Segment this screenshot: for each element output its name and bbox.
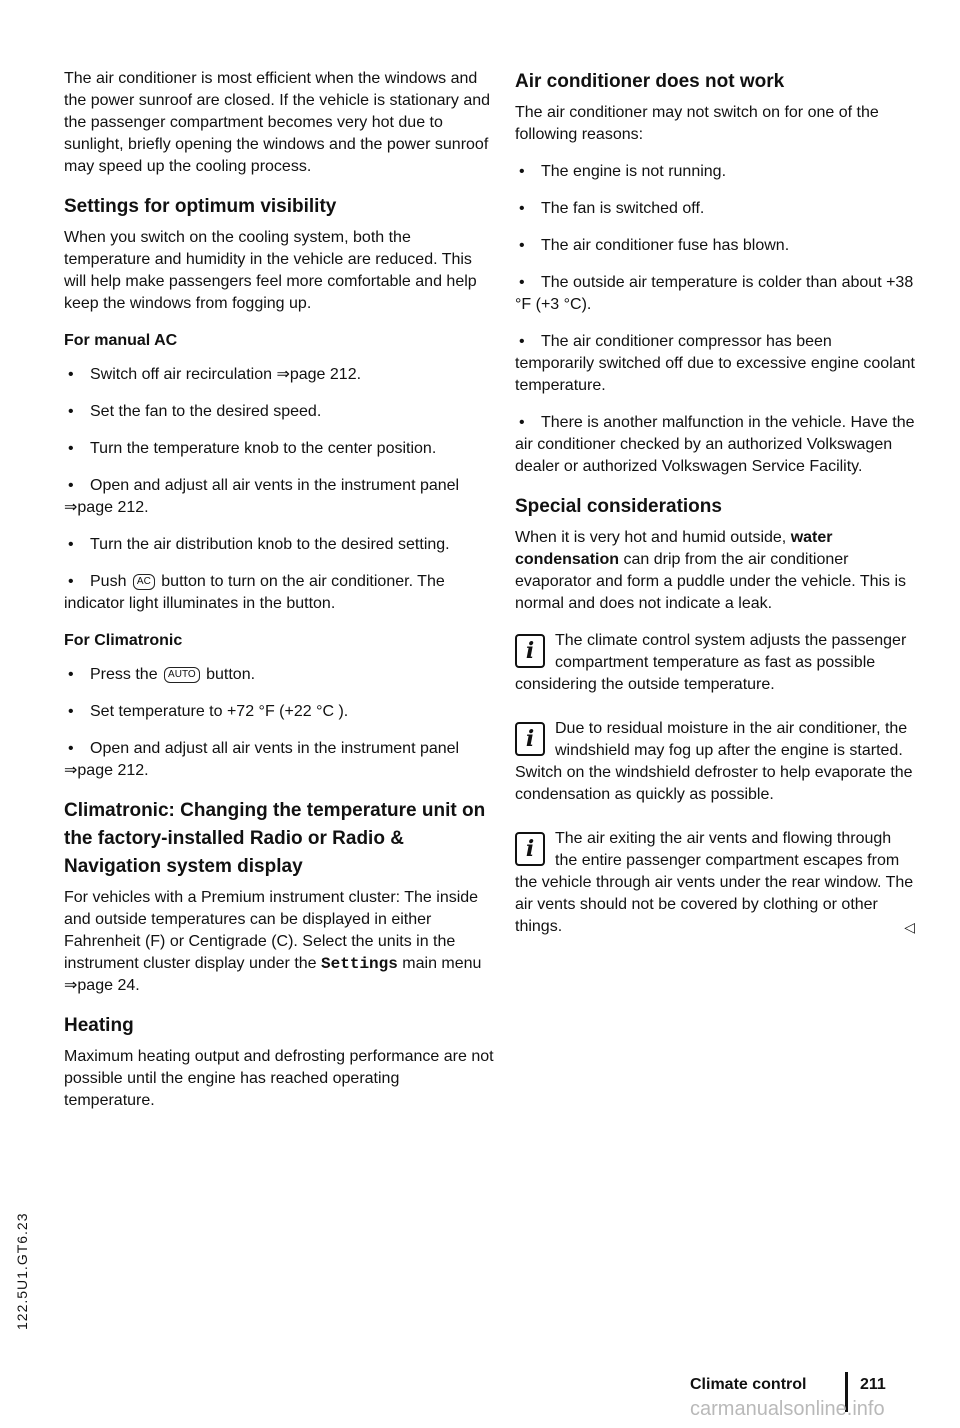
list-item: • Open and adjust all air vents in the instrument panel ⇒page 212. xyxy=(64,740,460,779)
list-item: • There is another malfunction in the vehicle. Have the air conditioner checked by an authorized Volkswagen dealer or authorized Volkswagen Service Facility. xyxy=(515,414,915,475)
special-text: When it is very hot and humid outside, xyxy=(515,529,787,546)
end-of-section-icon: ◁ xyxy=(904,919,915,935)
heading-not-work: Air conditioner does not work xyxy=(515,71,785,92)
list-item: • Turn the temperature knob to the center position. xyxy=(68,440,437,457)
list-item-text: Turn the temperature knob to the center position. xyxy=(90,440,437,457)
list-item-text: Press the xyxy=(90,666,158,683)
list-item-text: There is another malfunction in the vehicle. Have the air conditioner checked by an authorized Volkswagen dealer or authorized Volkswagen Service Facility. xyxy=(515,414,915,475)
list-item-text: Push xyxy=(90,573,127,590)
list-item: • Press the AUTO button. xyxy=(68,666,256,683)
list-item: • Open and adjust all air vents in the instrument panel ⇒page 212. xyxy=(64,477,460,516)
heading-heating: Heating xyxy=(64,1015,134,1036)
document-code: 122.5U1.GT6.23 xyxy=(14,1212,30,1330)
info-icon: i xyxy=(515,722,545,756)
list-item: • Switch off air recirculation ⇒page 212. xyxy=(68,366,362,383)
list-item-text: Open and adjust all air vents in the instrument panel ⇒page 212. xyxy=(64,740,460,779)
heading-visibility: Settings for optimum visibility xyxy=(64,196,337,217)
auto-key-symbol: AUTO xyxy=(164,667,200,683)
unit-text: For vehicles with a Premium instrument cluster: The inside and outside temperatures can be displayed in either Fahrenheit (F) or Centigrade (C). Select the units in the instrument cluster display under the xyxy=(64,889,479,972)
heating-paragraph: Maximum heating output and defrosting performance are not possible until the engine has reached operating temperature. xyxy=(64,1048,494,1109)
info-icon: i xyxy=(515,832,545,866)
list-item-text: Set temperature to +72 °F (+22 °C ). xyxy=(90,703,349,720)
list-item: • The outside air temperature is colder than about +38 °F (+3 °C). xyxy=(515,274,914,313)
list-item-text: The engine is not running. xyxy=(541,163,727,180)
visibility-paragraph: When you switch on the cooling system, both the temperature and humidity in the vehicle are reduced. This will help make passengers feel more comfortable and help keep the windows from fogging up. xyxy=(64,229,477,312)
heading-manual-ac: For manual AC xyxy=(64,332,178,349)
page-footer xyxy=(690,1376,886,1394)
heading-climatronic: For Climatronic xyxy=(64,632,183,649)
unit-paragraph xyxy=(64,887,494,997)
list-item-text: button to turn on the air conditioner. The indicator light illuminates in the button. xyxy=(64,573,445,612)
list-item-text: Switch off air recirculation ⇒page 212. xyxy=(90,366,362,383)
footer-section-title: Climate control xyxy=(690,1376,807,1393)
list-item: • Push AC button to turn on the air conditioner. The indicator light illuminates in the button. xyxy=(64,573,445,612)
intro-paragraph: The air conditioner is most efficient when the windows and the power sunroof are closed. If the vehicle is stationary and the passenger compartment becomes very hot due to sunlight, briefly opening the windows and the power sunroof may speed up the cooling process. xyxy=(64,70,491,175)
special-bold-text: water condensation xyxy=(515,529,833,568)
list-item: • Set the fan to the desired speed. xyxy=(68,403,322,420)
note-text: Due to residual moisture in the air conditioner, the windshield may fog up after the engine is started. Switch on the windshield defroster to help evaporate the condensation as quickly as possible. xyxy=(515,720,913,803)
list-item: • The air conditioner compressor has been temporarily switched off due to excessive engine coolant temperature. xyxy=(515,333,915,394)
settings-menu-name: Settings xyxy=(321,955,398,973)
info-note xyxy=(515,828,915,938)
heading-special-considerations: Special considerations xyxy=(515,496,722,517)
list-item-text: The fan is switched off. xyxy=(541,200,705,217)
right-column xyxy=(515,68,915,960)
list-item: • The engine is not running. xyxy=(519,163,727,180)
list-item-text: The air conditioner fuse has blown. xyxy=(541,237,790,254)
list-item-text: The outside air temperature is colder than about +38 °F (+3 °C). xyxy=(515,274,914,313)
info-note xyxy=(515,630,915,696)
list-item: • Turn the air distribution knob to the desired setting. xyxy=(68,536,450,553)
not-work-paragraph: The air conditioner may not switch on for one of the following reasons: xyxy=(515,104,879,143)
info-note xyxy=(515,718,915,806)
page-number: 211 xyxy=(860,1376,886,1393)
list-item: • The fan is switched off. xyxy=(519,200,705,217)
left-column xyxy=(64,68,494,1127)
ac-key-symbol: AC xyxy=(133,574,155,590)
list-item: • The air conditioner fuse has blown. xyxy=(519,237,790,254)
special-text: can drip from the air conditioner evaporator and form a puddle under the vehicle. This is normal and does not indicate a leak. xyxy=(515,551,907,612)
list-item-text: button. xyxy=(206,666,256,683)
list-item: • Set temperature to +72 °F (+22 °C ). xyxy=(68,703,349,720)
note-text: The climate control system adjusts the passenger compartment temperature as fast as possible considering the outside temperature. xyxy=(515,632,907,693)
unit-text: main menu ⇒page 24. xyxy=(64,955,482,994)
list-item-text: The air conditioner compressor has been temporarily switched off due to excessive engine coolant temperature. xyxy=(515,333,915,394)
list-item-text: Turn the air distribution knob to the desired setting. xyxy=(90,536,450,553)
heading-temperature-unit: Climatronic: Changing the temperature unit on the factory-installed Radio or Radio & Navigation system display xyxy=(64,800,486,877)
note-text: The air exiting the air vents and flowing through the entire passenger compartment escapes from the vehicle through air vents under the rear window. The air vents should not be covered by clothing or other things. xyxy=(515,830,914,935)
watermark: carmanualsonline.info xyxy=(690,1398,885,1420)
special-paragraph xyxy=(515,527,915,615)
list-item-text: Set the fan to the desired speed. xyxy=(90,403,322,420)
info-icon: i xyxy=(515,634,545,668)
list-item-text: Open and adjust all air vents in the instrument panel ⇒page 212. xyxy=(64,477,460,516)
